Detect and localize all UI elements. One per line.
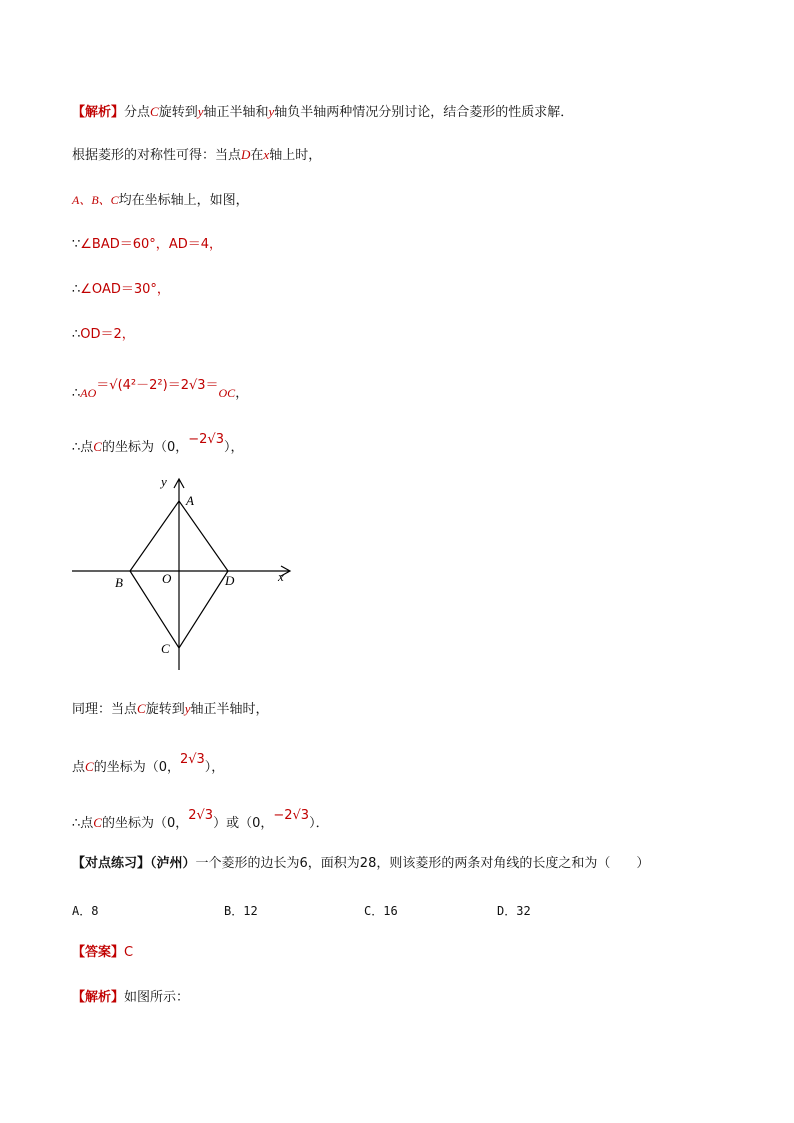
answer-line	[72, 944, 133, 962]
text: 旋转到	[145, 702, 185, 717]
text: 均在坐标轴上，如图，	[118, 193, 249, 208]
analysis-tag: 【解析】	[72, 105, 125, 120]
exercise-question	[72, 855, 649, 873]
line-coord-c-neg	[72, 432, 244, 457]
exercise-source: （泸州）	[150, 856, 196, 871]
coord-value: −2√3	[188, 432, 224, 447]
var-c: C	[150, 104, 159, 119]
solution-intro	[72, 103, 573, 122]
text: 轴上时，	[269, 148, 322, 163]
var-oc: OC	[218, 386, 236, 400]
label-x: x	[278, 569, 284, 584]
text: 点	[80, 816, 94, 831]
var-c: C	[85, 759, 94, 774]
text: 的坐标为（0，	[101, 816, 189, 831]
text: 旋转到	[158, 105, 198, 120]
text: 根据菱形的对称性可得：当点	[72, 148, 242, 163]
analysis-tag: 【解析】	[72, 990, 125, 1005]
line-symmetry	[72, 146, 321, 165]
coord-value: 2√3	[188, 808, 214, 823]
var-ao: AO	[80, 386, 97, 400]
answer-value: C	[124, 945, 134, 960]
line-angle-oad	[72, 281, 170, 299]
label-b: B	[115, 575, 123, 590]
exercise-tag: 【对点练习】	[72, 856, 151, 871]
var-y: y	[268, 104, 275, 119]
line-od	[72, 326, 135, 344]
answer-tag: 【答案】	[72, 945, 125, 960]
line-ao	[72, 378, 249, 403]
text: 的坐标为（0，	[93, 760, 180, 775]
therefore-symbol: ∴	[72, 440, 81, 455]
therefore-symbol: ∴	[72, 386, 81, 401]
option-c[interactable]: C．16	[364, 904, 398, 918]
therefore-symbol: ∴	[72, 327, 81, 342]
text: ），	[204, 760, 225, 775]
line-because	[72, 236, 222, 254]
label-d: D	[225, 573, 235, 588]
text: 点	[72, 760, 86, 775]
text: ），	[223, 440, 244, 455]
var-c: C	[93, 815, 102, 830]
comma: ，	[235, 386, 249, 401]
var-c: C	[93, 439, 102, 454]
label-a: A	[186, 493, 194, 508]
ad-length: AD＝4，	[168, 237, 222, 252]
text: ）．	[309, 816, 329, 831]
text: 点	[80, 440, 94, 455]
coord-value: 2√3	[179, 752, 205, 767]
text: 轴正半轴和	[203, 105, 269, 120]
therefore-symbol: ∴	[72, 282, 81, 297]
rhombus-figure	[65, 470, 305, 675]
label-y: y	[161, 474, 167, 489]
line-conclusion	[72, 808, 329, 833]
therefore-symbol: ∴	[72, 816, 81, 831]
angle-oad: ∠OAD＝30°，	[80, 282, 170, 297]
equals: ＝	[96, 378, 110, 393]
var-y: y	[184, 701, 191, 716]
text: ）或（0，	[213, 816, 274, 831]
var-abc: A、B、C	[72, 193, 119, 207]
text: 轴正半轴时，	[190, 702, 269, 717]
line-points-on-axes	[72, 191, 249, 210]
text: 的坐标为（0，	[101, 440, 189, 455]
coord-value: −2√3	[273, 808, 310, 823]
var-x: x	[263, 147, 270, 162]
line-coord-c-pos	[72, 752, 225, 777]
text: 轴负半轴两种情况分别讨论，结合菱形的性质求解．	[274, 105, 574, 120]
text: 在	[250, 148, 264, 163]
line-similarly	[72, 700, 269, 719]
exercise-text: 一个菱形的边长为6，面积为28，则该菱形的两条对角线的长度之和为（ ）	[195, 856, 650, 871]
solution2-line	[72, 989, 189, 1007]
option-b[interactable]: B．12	[224, 904, 258, 918]
var-d: D	[241, 147, 251, 162]
label-o: O	[162, 571, 172, 586]
option-d[interactable]: D．32	[497, 904, 531, 918]
var-c: C	[137, 701, 146, 716]
option-a[interactable]: A．8	[72, 904, 99, 918]
because-symbol: ∵	[72, 237, 81, 252]
text: 同理：当点	[72, 702, 138, 717]
ao-expression: √(4²－2²)＝2√3＝	[109, 378, 219, 393]
label-c: C	[161, 641, 170, 656]
angle-bad: ∠BAD＝60°，	[80, 237, 169, 252]
solution2-text: 如图所示：	[124, 990, 190, 1005]
var-y: y	[197, 104, 204, 119]
od-equation: OD＝2，	[80, 327, 135, 342]
text: 分点	[124, 105, 151, 120]
